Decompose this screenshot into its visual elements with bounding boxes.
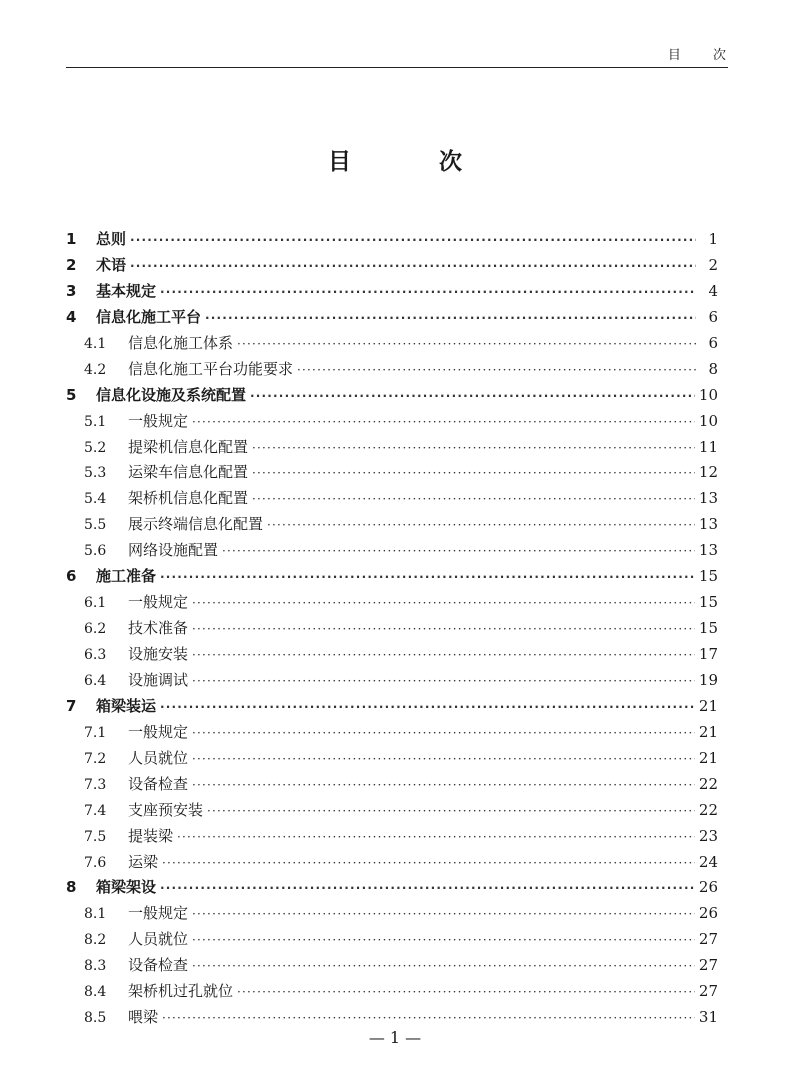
toc-entry-label: 信息化施工体系 — [128, 333, 234, 352]
toc-entry-number: 1 — [66, 230, 77, 248]
toc-section-entry[interactable] — [66, 331, 718, 357]
toc-entry-page: 15 — [698, 567, 718, 586]
toc-entry-page: 13 — [698, 515, 718, 534]
toc-entry-label: 施工准备 — [96, 567, 157, 586]
toc-section-entry[interactable] — [66, 538, 718, 564]
toc-leader-dots — [237, 332, 696, 358]
toc-section-entry[interactable] — [66, 435, 718, 461]
toc-entry-number: 8.5 — [84, 1010, 107, 1027]
toc-leader-dots — [237, 980, 695, 1006]
toc-entry-page: 10 — [698, 411, 718, 430]
toc-chapter-entry[interactable] — [66, 227, 718, 253]
toc-section-entry[interactable] — [66, 460, 718, 486]
toc-entry-label: 展示终端信息化配置 — [128, 515, 264, 534]
toc-leader-dots — [177, 825, 695, 851]
toc-entry-number: 5.3 — [84, 465, 107, 482]
toc-leader-dots — [160, 280, 696, 306]
toc-section-entry[interactable] — [66, 720, 718, 746]
toc-entry-number: 8.3 — [84, 958, 107, 975]
toc-section-entry[interactable] — [66, 357, 718, 383]
toc-section-entry[interactable] — [66, 772, 718, 798]
toc-entry-label: 运梁 — [128, 852, 159, 871]
toc-entry-page: 2 — [708, 255, 718, 274]
toc-entry-label: 设施安装 — [128, 645, 189, 663]
toc-entry-number: 6 — [66, 567, 77, 586]
toc-entry-label: 一般规定 — [128, 722, 189, 741]
toc-section-entry[interactable] — [66, 642, 718, 668]
toc-chapter-entry[interactable] — [66, 875, 718, 901]
toc-entry-label: 设备检查 — [128, 956, 189, 975]
toc-entry-number: 6.3 — [84, 647, 107, 663]
toc-entry-label: 信息化设施及系统配置 — [96, 385, 247, 404]
toc-entry-number: 5.4 — [84, 491, 107, 508]
toc-section-entry[interactable] — [66, 486, 718, 512]
toc-entry-number: 6.4 — [84, 672, 107, 689]
toc-entry-label: 提装梁 — [128, 826, 174, 845]
toc-entry-page: 15 — [698, 619, 718, 638]
toc-entry-label: 喂梁 — [128, 1008, 159, 1027]
toc-section-entry[interactable] — [66, 616, 718, 642]
toc-chapter-entry[interactable] — [66, 253, 718, 279]
toc-entry-page: 21 — [698, 722, 718, 741]
toc-section-entry[interactable] — [66, 409, 718, 435]
toc-section-entry[interactable] — [66, 979, 718, 1005]
toc-entry-number: 7.2 — [84, 750, 107, 767]
toc-entry-page: 6 — [708, 307, 718, 326]
toc-chapter-entry[interactable] — [66, 564, 718, 590]
toc-entry-label: 基本规定 — [96, 281, 157, 300]
toc-entry-label: 箱梁装运 — [96, 696, 157, 715]
toc-entry-page: 27 — [698, 956, 718, 975]
toc-leader-dots — [192, 617, 695, 643]
toc-leader-dots — [207, 799, 695, 825]
toc-entry-page: 4 — [708, 281, 718, 300]
toc-entry-page: 27 — [698, 930, 718, 949]
toc-leader-dots — [130, 228, 696, 254]
toc-entry-label: 信息化施工平台功能要求 — [128, 359, 294, 378]
toc-entry-page: 21 — [698, 696, 718, 715]
toc-entry-label: 设施调试 — [128, 670, 189, 689]
toc-chapter-entry[interactable] — [66, 279, 718, 305]
toc-entry-label: 架桥机过孔就位 — [128, 982, 234, 1001]
toc-entry-label: 箱梁架设 — [96, 878, 157, 897]
toc-entry-page: 26 — [698, 878, 718, 897]
toc-leader-dots — [192, 669, 695, 695]
toc-entry-label: 技术准备 — [128, 619, 189, 638]
toc-leader-dots — [160, 695, 695, 721]
toc-entry-page: 13 — [698, 541, 718, 560]
toc-entry-page: 8 — [708, 359, 718, 378]
toc-entry-page: 10 — [698, 385, 718, 404]
toc-leader-dots — [297, 358, 696, 384]
toc-entry-number: 6.2 — [84, 621, 107, 638]
toc-entry-label: 一般规定 — [128, 593, 189, 612]
toc-entry-number: 8.1 — [84, 906, 107, 923]
toc-leader-dots — [192, 928, 695, 954]
page-number: — 1 — — [368, 1028, 422, 1047]
toc-section-entry[interactable] — [66, 798, 718, 824]
toc-entry-number: 6.1 — [84, 595, 107, 612]
toc-leader-dots — [192, 410, 695, 436]
toc-entry-page: 21 — [698, 748, 718, 767]
toc-entry-page: 27 — [698, 982, 718, 1001]
toc-chapter-entry[interactable] — [66, 694, 718, 720]
toc-entry-number: 7.6 — [84, 854, 107, 871]
toc-entry-number: 3 — [66, 281, 77, 300]
toc-entry-label: 架桥机信息化配置 — [128, 489, 249, 508]
toc-entry-number: 5.1 — [84, 413, 107, 430]
toc-entry-page: 26 — [698, 904, 718, 923]
toc-entry-label: 支座预安装 — [128, 800, 204, 819]
toc-leader-dots — [222, 539, 695, 565]
toc-leader-dots — [160, 565, 695, 591]
toc-leader-dots — [160, 876, 695, 902]
toc-entry-label: 术语 — [96, 255, 127, 274]
toc-leader-dots — [162, 851, 695, 877]
toc-leader-dots — [192, 747, 695, 773]
toc-entry-label: 总则 — [96, 230, 127, 248]
toc-entry-label: 提梁机信息化配置 — [128, 437, 249, 456]
toc-leader-dots — [192, 954, 695, 980]
toc-leader-dots — [192, 902, 695, 928]
toc-entry-number: 7.1 — [84, 724, 107, 741]
toc-entry-label: 设备检查 — [128, 774, 189, 793]
toc-entry-page: 31 — [698, 1008, 718, 1027]
toc-entry-page: 11 — [698, 437, 718, 456]
toc-entry-number: 4 — [66, 307, 77, 326]
toc-entry-number: 8.2 — [84, 932, 107, 949]
running-title: 目 次 — [667, 48, 740, 63]
toc-entry-number: 4.2 — [84, 361, 107, 378]
toc-entry-page: 17 — [698, 645, 718, 663]
toc-leader-dots — [252, 461, 695, 487]
toc-entry-page: 22 — [698, 774, 718, 793]
toc-entry-number: 8 — [66, 878, 77, 897]
toc-leader-dots — [192, 773, 695, 799]
toc-entry-page: 23 — [698, 826, 718, 845]
toc-entry-label: 网络设施配置 — [128, 541, 219, 560]
toc-section-entry[interactable] — [66, 590, 718, 616]
toc-entry-number: 7.3 — [84, 776, 107, 793]
toc-leader-dots — [205, 306, 696, 332]
toc-entry-page: 22 — [698, 800, 718, 819]
toc-entry-label: 人员就位 — [128, 930, 189, 949]
toc-entry-page: 12 — [698, 463, 718, 482]
toc-entry-number: 7.4 — [84, 802, 107, 819]
toc-entry-number: 5.5 — [84, 517, 107, 534]
toc-section-entry[interactable] — [66, 512, 718, 538]
toc-section-entry[interactable] — [66, 901, 718, 927]
toc-chapter-entry[interactable] — [66, 305, 718, 331]
toc-entry-label: 运梁车信息化配置 — [128, 463, 249, 482]
toc-entry-number: 5.2 — [84, 439, 107, 456]
toc-leader-dots — [250, 384, 695, 410]
toc-entry-number: 4.1 — [84, 335, 107, 352]
toc-entry-page: 19 — [698, 670, 718, 689]
running-header — [66, 40, 740, 68]
toc-section-entry[interactable] — [66, 850, 718, 876]
toc-entry-number: 7.5 — [84, 828, 107, 845]
toc-leader-dots — [192, 721, 695, 747]
toc-section-entry[interactable] — [66, 824, 718, 850]
toc-entry-page: 15 — [698, 593, 718, 612]
table-of-contents — [66, 227, 718, 1031]
toc-entry-number: 5 — [66, 385, 77, 404]
toc-leader-dots — [252, 487, 695, 513]
toc-section-entry[interactable] — [66, 668, 718, 694]
toc-entry-number: 2 — [66, 255, 77, 274]
page-title: 目 次 — [327, 149, 502, 175]
toc-entry-page: 6 — [708, 333, 718, 352]
toc-leader-dots — [130, 254, 696, 280]
toc-entry-label: 人员就位 — [128, 748, 189, 767]
toc-leader-dots — [252, 436, 695, 462]
toc-entry-label: 一般规定 — [128, 411, 189, 430]
toc-entry-page: 13 — [698, 489, 718, 508]
toc-leader-dots — [192, 591, 695, 617]
toc-section-entry[interactable] — [66, 927, 718, 953]
toc-section-entry[interactable] — [66, 746, 718, 772]
toc-entry-number: 5.6 — [84, 543, 107, 560]
toc-entry-page: 1 — [708, 230, 718, 248]
toc-entry-page: 24 — [698, 852, 718, 871]
toc-chapter-entry[interactable] — [66, 383, 718, 409]
toc-entry-number: 8.4 — [84, 984, 107, 1001]
toc-section-entry[interactable] — [66, 953, 718, 979]
toc-entry-number: 7 — [66, 696, 77, 715]
toc-entry-label: 信息化施工平台 — [96, 307, 202, 326]
toc-entry-label: 一般规定 — [128, 904, 189, 923]
toc-leader-dots — [267, 513, 695, 539]
toc-leader-dots — [192, 643, 695, 669]
